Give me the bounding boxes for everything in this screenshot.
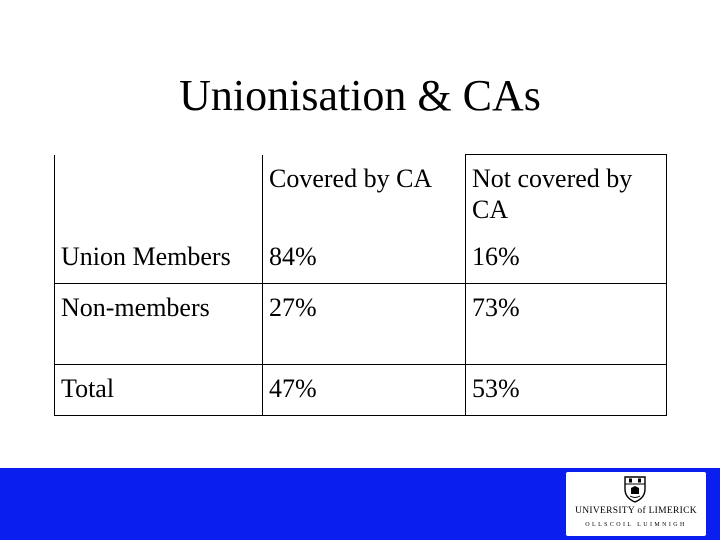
covered-value: 47% xyxy=(263,365,466,416)
coverage-table xyxy=(54,154,667,416)
logo-name: UNIVERSITY of LIMERICK xyxy=(575,506,697,516)
covered-value: 27% xyxy=(263,284,466,365)
crest-icon xyxy=(620,475,650,503)
not-covered-value: 53% xyxy=(466,365,667,416)
row-label: Total xyxy=(55,365,263,416)
row-label: Non-members xyxy=(55,284,263,365)
university-logo xyxy=(566,472,706,536)
table-header-row xyxy=(55,155,667,234)
header-cell-empty xyxy=(55,155,263,234)
not-covered-value: 73% xyxy=(466,284,667,365)
slide-title: Unionisation & CAs xyxy=(179,71,541,120)
covered-value: 84% xyxy=(263,233,466,284)
table-row xyxy=(55,233,667,284)
header-covered: Covered by CA xyxy=(263,155,466,234)
not-covered-value: 16% xyxy=(466,233,667,284)
logo-tagline: OLLSCOIL LUIMNIGH xyxy=(585,522,687,528)
table-row xyxy=(55,284,667,365)
row-label: Union Members xyxy=(55,233,263,284)
table-row xyxy=(55,365,667,416)
header-not-covered: Not covered by CA xyxy=(466,155,667,234)
